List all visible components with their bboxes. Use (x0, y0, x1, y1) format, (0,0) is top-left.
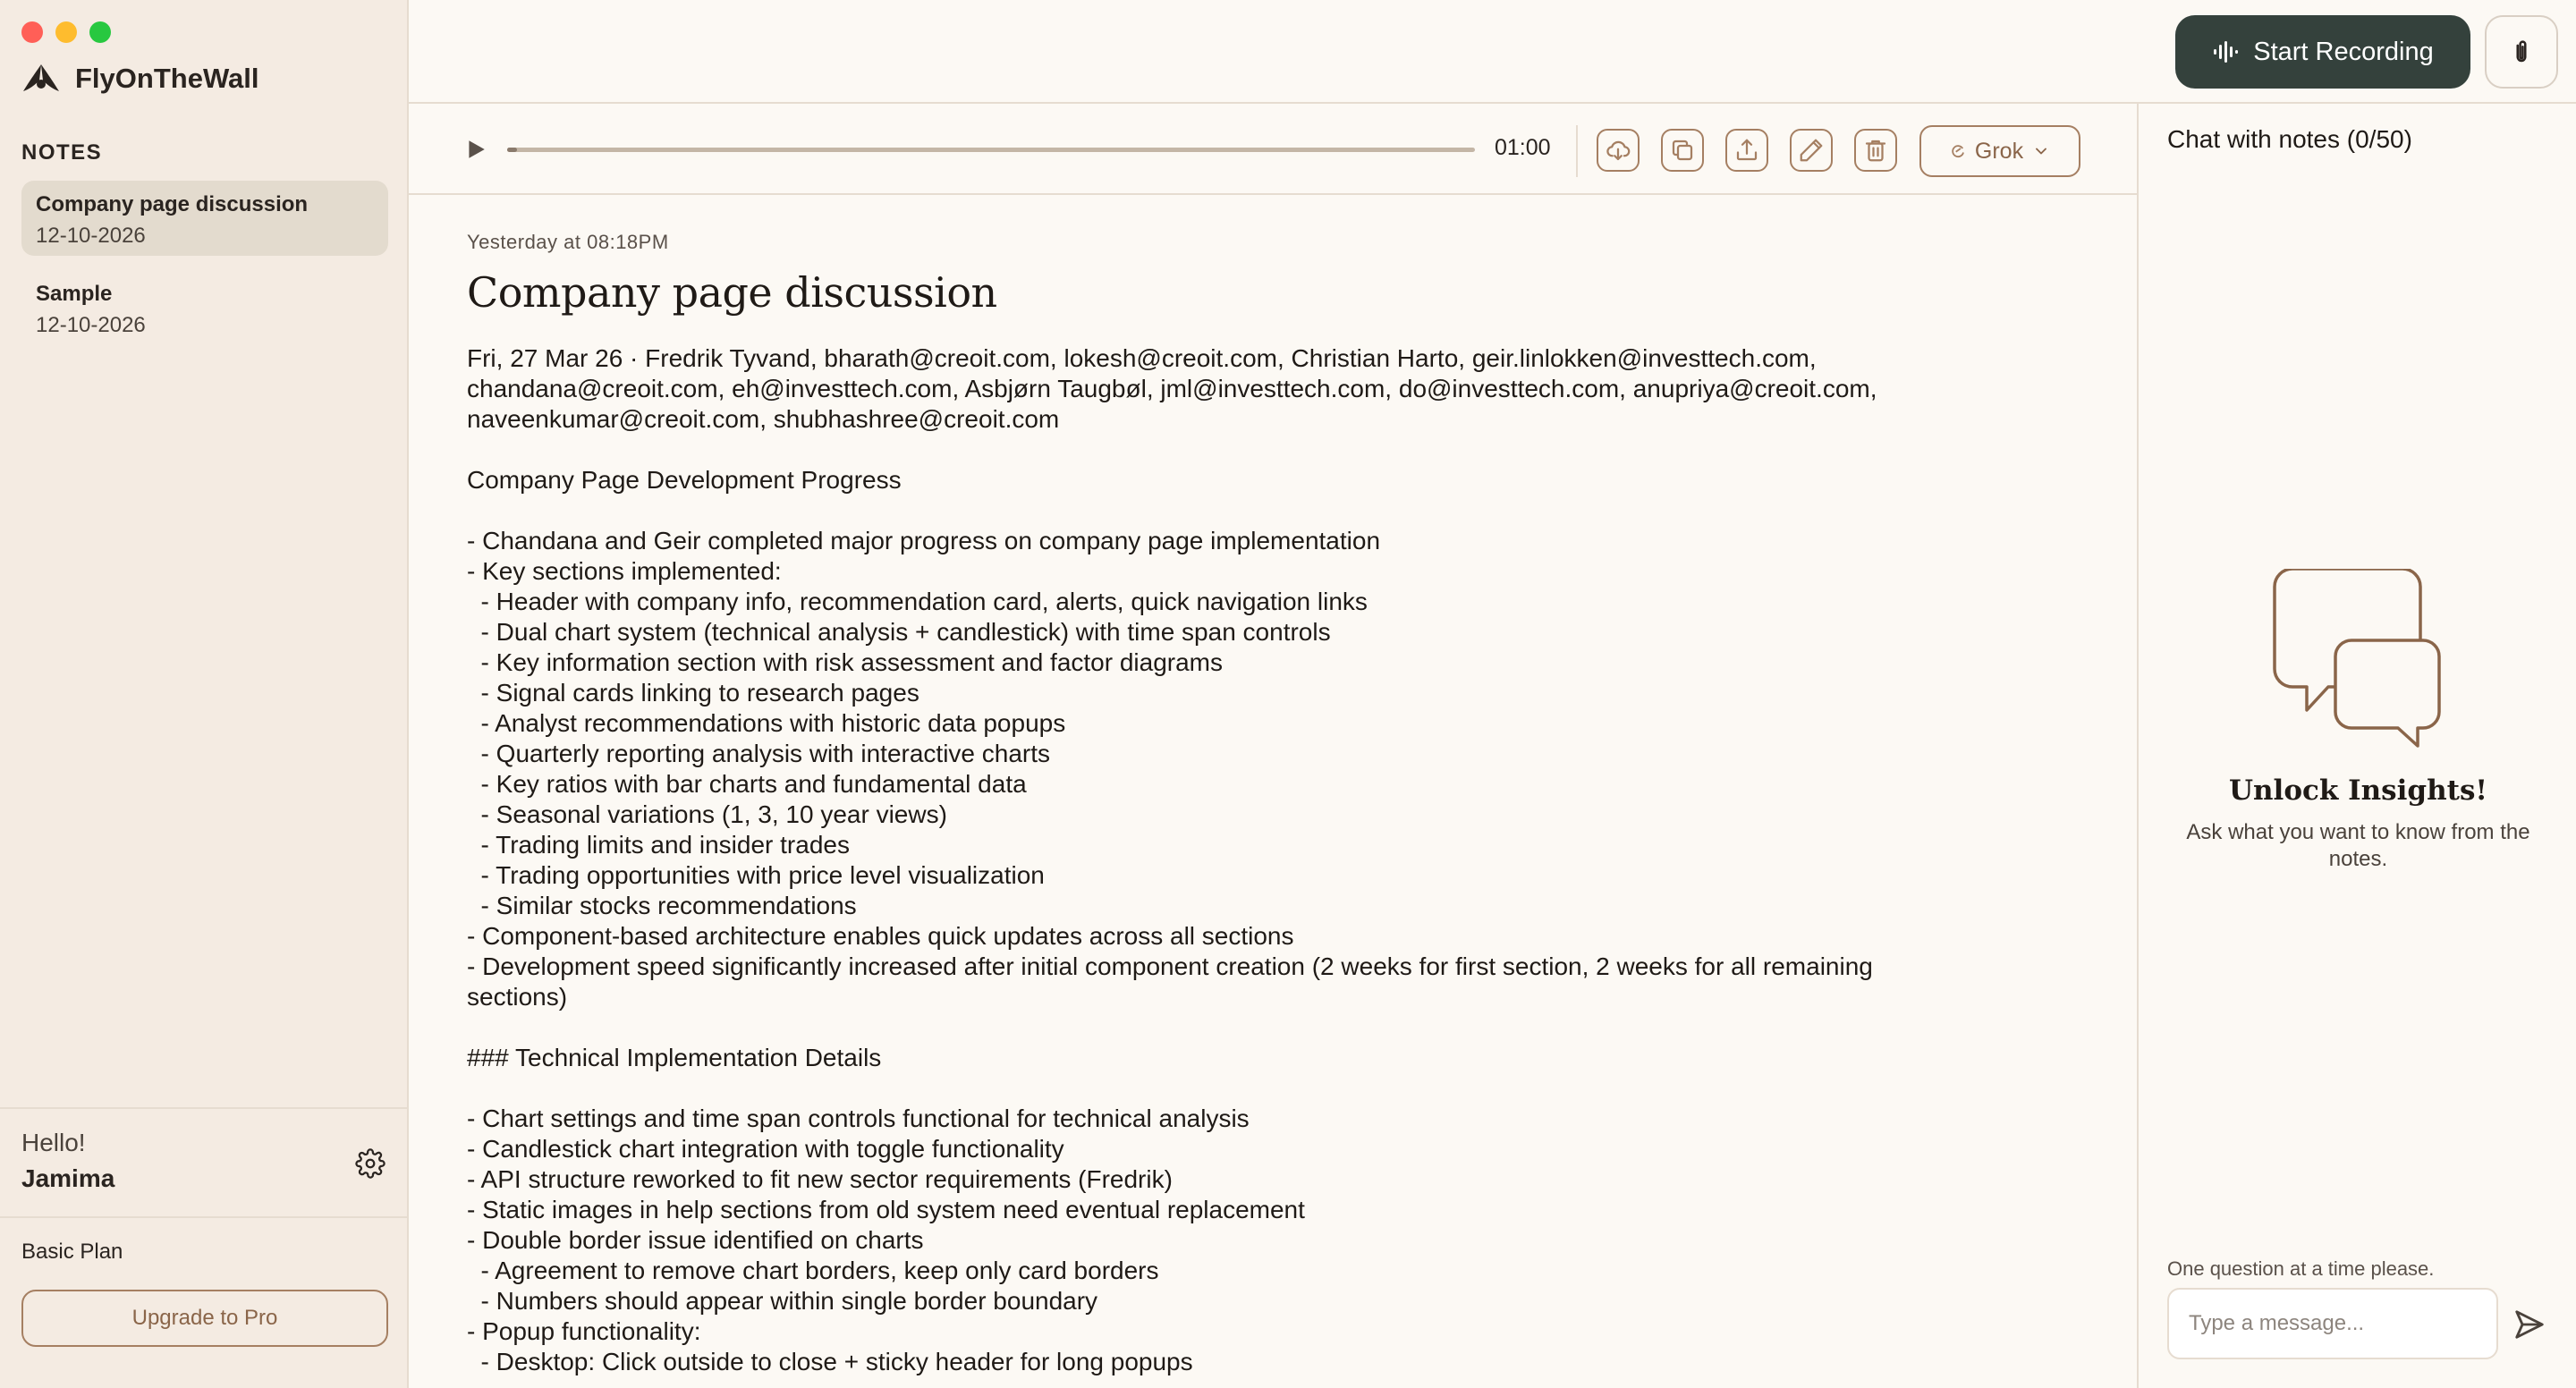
sidebar-note-sample[interactable] (21, 270, 388, 345)
chat-title (2167, 125, 2412, 154)
duration: 01:00 (1495, 135, 1551, 160)
brand (20, 61, 259, 97)
edit-button[interactable] (1790, 129, 1833, 172)
note-line: - API structure reworked to fit new sector requirements (Fredrik) (467, 1165, 1173, 1193)
play-icon[interactable] (464, 138, 487, 161)
note-line: - Seasonal variations (1, 3, 10 year views) (467, 800, 947, 828)
record-label: Start Recording (2253, 37, 2434, 66)
fly-logo-icon (20, 61, 63, 97)
chat-hint: One question at a time please. (2167, 1257, 2435, 1280)
note-line: naveenkumar@creoit.com, shubhashree@creoit.com (467, 405, 1060, 433)
note-line: - Quarterly reporting analysis with interactive charts (467, 740, 1051, 767)
note-document (467, 231, 2095, 1377)
note-line: - Agreement to remove chart borders, keep only card borders (467, 1257, 1159, 1284)
note-line: - Signal cards linking to research pages (467, 679, 919, 707)
trash-icon (1862, 137, 1889, 164)
note-line: - Static images in help sections from old system need eventual replacement (467, 1196, 1305, 1223)
upgrade-button[interactable]: Upgrade to Pro (21, 1290, 388, 1347)
waveform-icon (2212, 38, 2239, 65)
model-label: Grok (1974, 138, 2024, 164)
note-timestamp: Yesterday at 08:18PM (467, 231, 669, 253)
minimize-window-button[interactable] (55, 21, 77, 43)
note-line: - Popup functionality: (467, 1317, 701, 1345)
note-line (467, 435, 2095, 465)
note-line: Fri, 27 Mar 26 · Fredrik Tyvand, bharath@creoit.com, lokesh@creoit.com, Christian Harto, geir.linlokken@investtech.com, (467, 344, 1817, 372)
note-body[interactable] (467, 343, 2095, 1377)
model-icon (1950, 143, 1966, 159)
plan-section (0, 1216, 407, 1388)
audio-player (409, 104, 2137, 195)
progress-fill (507, 148, 517, 152)
note-line: - Trading limits and insider trades (467, 831, 850, 859)
note-line: - Development speed significantly increased after initial component creation (2 weeks for first section, 2 weeks for all remaining (467, 952, 1873, 980)
maximize-window-button[interactable] (89, 21, 111, 43)
note-line: - Trading opportunities with price level visualization (467, 861, 1045, 889)
note-date: 12-10-2026 (36, 313, 146, 337)
note-line: - Key sections implemented: (467, 557, 782, 585)
copy-button[interactable] (1661, 129, 1704, 172)
note-title: Sample (36, 282, 113, 306)
app-name: FlyOnTheWall (75, 63, 259, 94)
note-line: - Component-based architecture enables quick updates across all sections (467, 922, 1294, 950)
note-line: - Header with company info, recommendation card, alerts, quick navigation links (467, 588, 1368, 615)
note-line: - Key information section with risk assessment and factor diagrams (467, 648, 1224, 676)
chevron-down-icon (2032, 142, 2050, 160)
paperclip-icon (2506, 37, 2537, 67)
note-line (467, 1073, 2095, 1104)
attach-button[interactable] (2485, 15, 2558, 89)
sidebar-note-company-page[interactable] (21, 181, 388, 256)
username: Jamima (21, 1164, 115, 1192)
sidebar (0, 0, 409, 1388)
progress-track[interactable] (507, 148, 1475, 152)
unlock-text: Ask what you want to know from the notes. (2186, 820, 2530, 871)
note-line: - Key ratios with bar charts and fundamental data (467, 770, 1027, 798)
note-line: Company Page Development Progress (467, 466, 902, 494)
chat-message-input[interactable] (2167, 1288, 2498, 1359)
copy-icon (1669, 137, 1696, 164)
start-recording-button[interactable] (2175, 15, 2470, 89)
note-line: chandana@creoit.com, eh@investtech.com, Asbjørn Taugbøl, jml@investtech.com, do@investtech.com, anupriya@creoit.com, (467, 375, 1877, 402)
share-button[interactable] (1725, 129, 1768, 172)
unlock-title: Unlock Insights! (2228, 774, 2488, 807)
note-line: - Numbers should appear within single border boundary (467, 1287, 1098, 1315)
note-date: 12-10-2026 (36, 224, 146, 248)
note-line: - Candlestick chart integration with toggle functionality (467, 1135, 1064, 1163)
download-button[interactable] (1597, 129, 1640, 172)
note-title: Company page discussion (467, 268, 997, 317)
model-select[interactable] (1919, 125, 2080, 177)
cloud-download-icon (1605, 137, 1631, 164)
notes-heading: NOTES (21, 140, 103, 165)
note-line: - Similar stocks recommendations (467, 892, 857, 919)
close-window-button[interactable] (21, 21, 43, 43)
note-line: - Dual chart system (technical analysis + candlestick) with time span controls (467, 618, 1331, 646)
chat-count: (0/50) (2346, 125, 2412, 153)
chat-bubbles-icon (2273, 569, 2443, 748)
note-line: - Chart settings and time span controls functional for technical analysis (467, 1104, 1250, 1132)
chat-title-text: Chat with notes (2167, 125, 2340, 153)
note-title: Company page discussion (36, 192, 309, 216)
greeting: Hello! (21, 1129, 86, 1156)
note-line: ### Technical Implementation Details (467, 1044, 882, 1071)
upload-icon (1733, 137, 1760, 164)
window-controls (21, 21, 111, 43)
divider (1576, 125, 1578, 177)
chat-panel (2137, 104, 2576, 1388)
gear-icon[interactable] (355, 1148, 386, 1179)
note-line: - Double border issue identified on charts (467, 1226, 924, 1254)
plan-label: Basic Plan (21, 1240, 123, 1264)
note-line: - Desktop: Click outside to close + sticky header for long popups (467, 1348, 1193, 1375)
note-line (467, 495, 2095, 526)
note-line: sections) (467, 983, 568, 1011)
pencil-icon (1798, 137, 1825, 164)
user-section (0, 1107, 407, 1218)
note-line: - Chandana and Geir completed major progress on company page implementation (467, 527, 1381, 554)
send-icon[interactable] (2512, 1308, 2546, 1341)
note-line: - Analyst recommendations with historic data popups (467, 709, 1066, 737)
note-line (467, 1012, 2095, 1043)
delete-button[interactable] (1854, 129, 1897, 172)
